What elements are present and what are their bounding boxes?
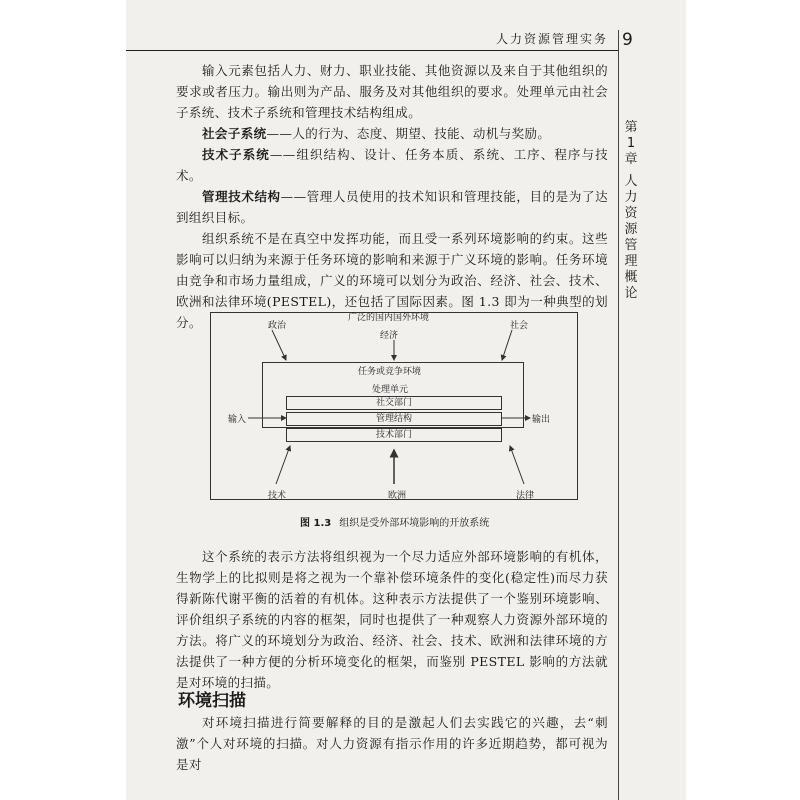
section-heading: 环境扫描	[178, 691, 246, 711]
body-text-section	[176, 712, 608, 775]
definition: ——管理人员使用的技术知识和管理技能，目的是为了达到组织目标。	[176, 189, 608, 225]
page-number: 9	[622, 30, 633, 50]
input-label: 输入	[228, 415, 247, 425]
running-header	[126, 30, 618, 51]
figure-caption	[300, 514, 489, 529]
processing-unit-label: 处理单元	[372, 385, 409, 395]
outer-environment-title: 广泛的国内国外环境	[348, 313, 430, 323]
task-environment-label: 任务或竞争环境	[358, 367, 422, 377]
paragraph: 输入元素包括人力、财力、职业技能、其他资源以及来自于其他组织的要求或者压力。输出则为产品、服务及对其他组织的要求。处理单元由社会子系统、技术子系统和管理技术结构组成。	[176, 63, 608, 120]
law-arrow	[510, 446, 524, 484]
paragraph: 这个系统的表示方法将组织视为一个尽力适应外部环境影响的有机体，生物学上的比拟则是将之视为一个靠补偿环境条件的变化(稳定性)而尽力获得新陈代谢平衡的活着的有机体。这种表示方法提供了一个鉴别环境影响、评价组织子系统的内容的框架，同时也提供了一种观察人力资源外部环境的方法。将广义的环境划分为政治、经济、社会、技术、欧洲和法律环境的方法提供了一种方便的分析环境变化的框架，而鉴别 PESTEL 影响的方法就是对环境的扫描。	[176, 549, 608, 690]
chapter-char: 论	[624, 286, 638, 301]
label-europe: 欧洲	[388, 491, 407, 501]
chapter-char: 概	[624, 270, 638, 285]
social-department-bar: 社交部门	[286, 396, 502, 410]
output-label: 输出	[532, 415, 551, 425]
technology-arrow	[276, 446, 290, 484]
term: 技术子系统	[202, 147, 270, 162]
figure-1-3	[210, 300, 578, 500]
label-law: 法律	[516, 491, 535, 501]
chapter-char: 第	[624, 120, 638, 135]
politics-arrow	[272, 330, 286, 360]
definition: ——组织结构、设计、任务本质、系统、工序、程序与技术。	[176, 147, 608, 183]
chapter-char: 资	[624, 206, 638, 221]
paragraph	[176, 144, 608, 186]
paragraph: 组织系统不是在真空中发挥功能，而且受一系列环境影响的约束。这些影响可以归纳为来源于任务环境的影响和来源于广义环境的影响。任务环境由竞争和市场力量组成，广义的环境可以划分为政治、经济、社会、技术、欧洲和法律环境(PESTEL)，还包括了国际因素。图 1.3 即为一种典型的划分。	[176, 231, 608, 330]
caption-text: 组织是受外部环境影响的开放系统	[339, 518, 490, 529]
label-politics: 政治	[268, 321, 287, 331]
term: 社会子系统	[202, 126, 267, 141]
header-title: 人力资源管理实务	[495, 32, 608, 46]
management-structure-bar: 管理结构	[286, 412, 502, 426]
term: 管理技术结构	[202, 189, 281, 204]
caption-number: 图 1.3	[300, 518, 332, 529]
label-society: 社会	[510, 321, 529, 331]
paragraph	[176, 186, 608, 228]
chapter-char: 源	[624, 222, 638, 237]
body-text-top	[176, 60, 608, 333]
label-technology: 技术	[268, 491, 287, 501]
definition: ——人的行为、态度、期望、技能、动机与奖励。	[266, 126, 551, 141]
label-economy: 经济	[380, 331, 399, 341]
body-text-bottom	[176, 546, 608, 693]
chapter-char: 章	[624, 152, 638, 167]
chapter-char: 理	[624, 254, 638, 269]
figure-arrows	[210, 300, 578, 500]
paragraph	[176, 123, 608, 144]
society-arrow	[502, 330, 512, 360]
paragraph: 对环境扫描进行简要解释的目的是激起人们去实践它的兴趣，去“刺激”个人对环境的扫描。对人力资源有指示作用的许多近期趋势，都可视为是对	[176, 715, 608, 772]
chapter-tab	[623, 120, 639, 302]
chapter-char: 力	[624, 190, 638, 205]
sidebar-divider	[618, 30, 619, 800]
technology-department-bar: 技术部门	[286, 428, 502, 442]
chapter-char: 1	[626, 136, 636, 151]
chapter-char: 管	[624, 238, 638, 253]
chapter-char: 人	[624, 174, 638, 189]
